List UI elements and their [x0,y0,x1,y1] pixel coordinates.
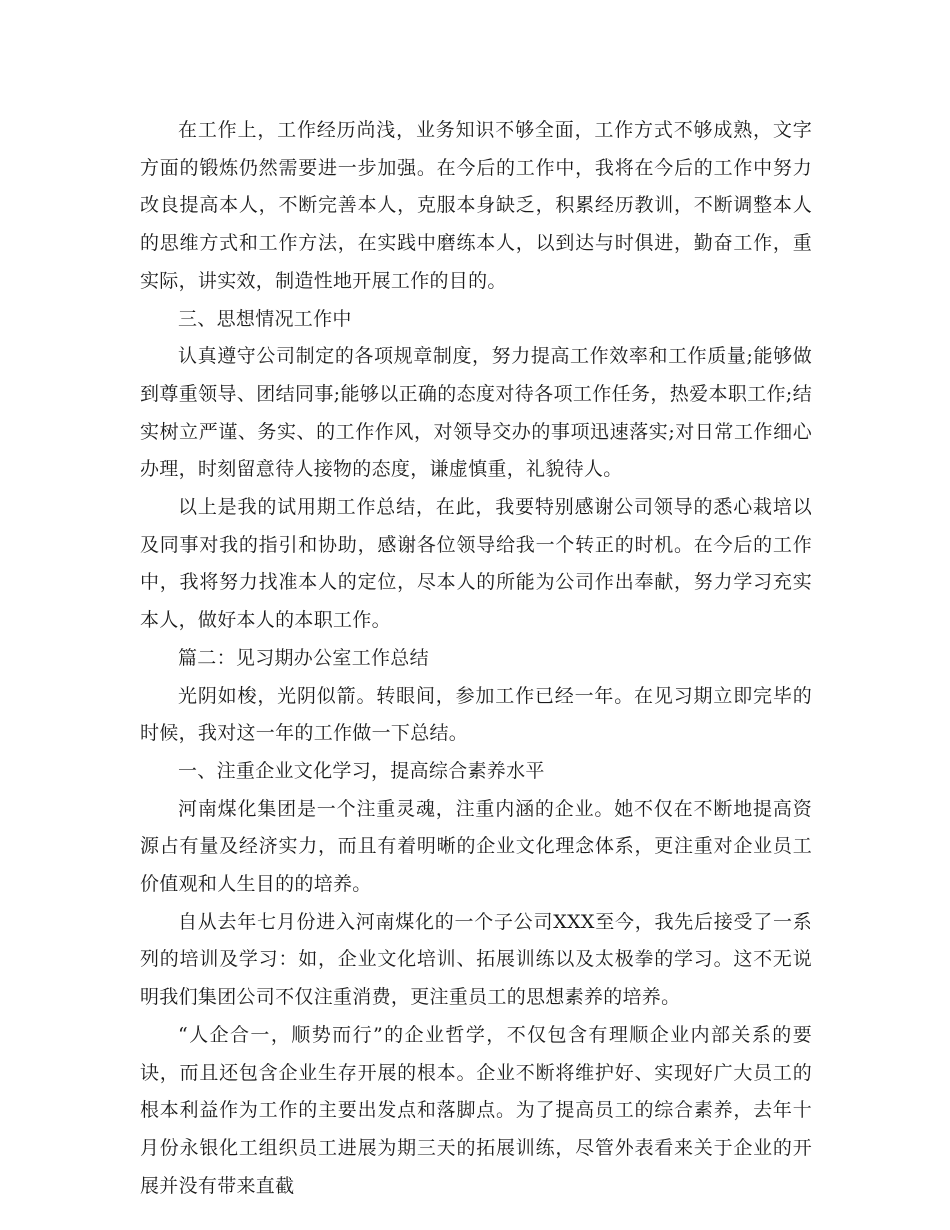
paragraph-work-shortcomings: 在工作上，工作经历尚浅，业务知识不够全面，工作方式不够成熟，文字方面的锻炼仍然需要进一步加强。在今后的工作中，我将在今后的工作中努力改良提高本人，不断完善本人，克服本身缺乏，积累经历教训，不断调整本人的思维方式和工作方法，在实践中磨练本人，以到达与时俱进，勤奋工作，重实际，讲实效，制造性地开展工作的目的。 [140,119,812,292]
document-body [140,112,812,1205]
heading-part-two: 篇二：见习期办公室工作总结 [178,646,429,669]
paragraph-probation-summary: 以上是我的试用期工作总结，在此，我要特别感谢公司领导的悉心栽培以及同事对我的指引和协助，感谢各位领导给我一个转正的时机。在今后的工作中，我将努力找准本人的定位，尽本人的所能为公司作出奉献，努力学习充实本人，做好本人的本职工作。 [140,496,812,632]
paragraph-rules-compliance: 认真遵守公司制定的各项规章制度，努力提高工作效率和工作质量;能够做到尊重领导、团结同事;能够以正确的态度对待各项工作任务，热爱本职工作;结实树立严谨、务实、的工作作风，对领导交办的事项迅速落实;对日常工作细心办理，时刻留意待人接物的态度，谦虚慎重，礼貌待人。 [140,345,812,481]
paragraph-training: 自从去年七月份进入河南煤化的一个子公司XXX至今，我先后接受了一系列的培训及学习：如，企业文化培训、拓展训练以及太极拳的学习。这不无说明我们集团公司不仅注重消费，更注重员工的思想素养的培养。 [140,910,812,1009]
paragraph-intro-year: 光阴如梭，光阴似箭。转眼间，参加工作已经一年。在见习期立即完毕的时候，我对这一年的工作做一下总结。 [140,684,812,745]
paragraph-henan-group: 河南煤化集团是一个注重灵魂，注重内涵的企业。她不仅在不断地提高资源占有量及经济实力，而且有着明晰的企业文化理念体系，更注重对企业员工价值观和人生目的的培养。 [140,797,812,896]
paragraph-philosophy: “人企合一，顺势而行”的企业哲学，不仅包含有理顺企业内部关系的要诀，而且还包含企业生存开展的根本。企业不断将维护好、实现好广大员工的根本利益作为工作的主要出发点和落脚点。为了提高员工的综合素养，去年十月份永银化工组织员工进展为期三天的拓展训练，尽管外表看来关于企业的开展并没有带来直截 [140,1023,812,1197]
heading-corporate-culture: 一、注重企业文化学习，提高综合素养水平 [178,759,545,782]
heading-ideological-status: 三、思想情况工作中 [178,307,352,330]
